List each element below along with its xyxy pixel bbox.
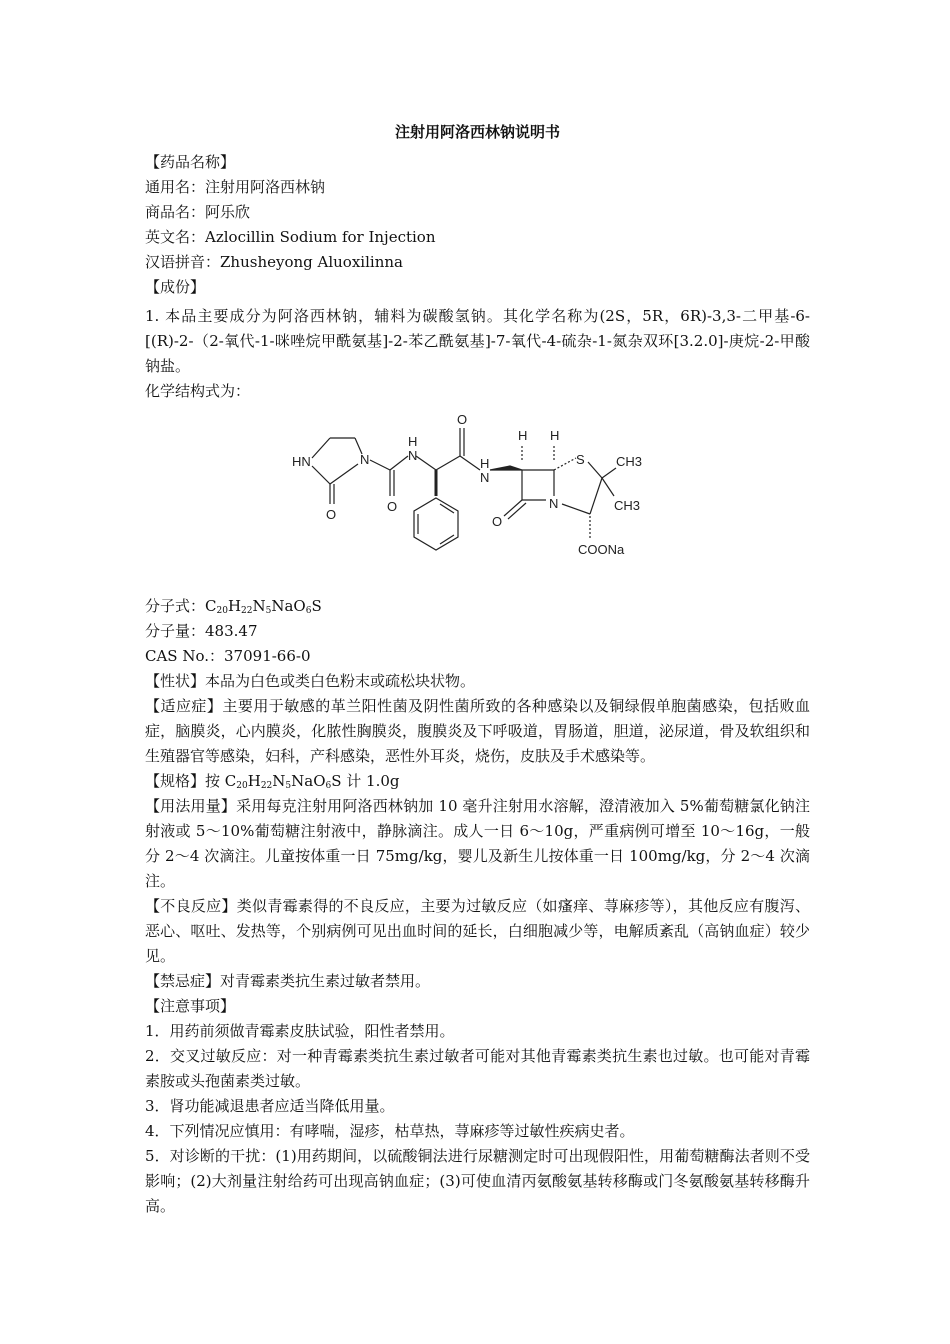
atom-label: N <box>549 496 559 511</box>
adverse-reactions: 【不良反应】类似青霉素得的不良反应，主要为过敏反应（如瘙痒、荨麻疹等），其他反应有腹泻、恶心、呕吐、发热等，个别病例可见出血时间的延长，白细胞减少等，电解质紊乱（高钠血症）较少见。 <box>145 897 810 965</box>
bond <box>562 504 590 514</box>
atom-label: CH3 <box>614 498 641 513</box>
atom-label: N <box>480 470 490 485</box>
bond <box>460 456 480 470</box>
bond <box>440 504 454 513</box>
specification: 【规格】按 $C_{20}H_{22}N_5NaO_6S$ 计 1.0g <box>145 772 400 791</box>
pinyin-name: 汉语拼音：Zhusheyong Aluoxilinna <box>145 253 403 271</box>
precaution-item: 4．下列情况应慎用：有哮喘，湿疹，枯草热，荨麻疹等过敏性疾病史者。 <box>145 1122 635 1140</box>
bond <box>390 456 408 470</box>
atom-label: H <box>518 428 528 443</box>
trade-name: 商品名：阿乐欣 <box>145 203 251 221</box>
atom-label: H <box>408 434 418 449</box>
molecular-formula: 分子式：$C_{20}H_{22}N_5NaO_6S$ <box>145 597 322 616</box>
bond <box>370 460 390 470</box>
indications: 【适应症】主要用于敏感的革兰阳性菌及阴性菌所致的各种感染以及铜绿假单胞菌感染，包括败血症，脑膜炎，心内膜炎，化脓性胸膜炎，腹膜炎及下呼吸道，胃肠道，胆道，泌尿道，骨及软组织和生殖器官等感染，妇科，产科感染，恶性外耳炎，烧伤，皮肤及手术感染等。 <box>145 697 810 765</box>
bond <box>312 438 330 458</box>
properties: 【性状】本品为白色或类白色粉末或疏松块状物。 <box>145 672 476 690</box>
bond <box>312 466 330 484</box>
atom-label: O <box>387 499 398 514</box>
document-title: 注射用阿洛西林钠说明书 <box>394 123 560 141</box>
atom-label: O <box>326 507 337 522</box>
dosage: 【用法用量】采用每克注射用阿洛西林钠加 10 毫升注射用水溶解，澄清液加入 5%葡萄糖氯化钠注射液或 5～10%葡萄糖注射液中，静脉滴注。成人一日 6～10g，严重病例可增至 10～16g，一般分 2～4 次滴注。儿童按体重一日 75mg/kg，婴儿及新生儿按体重一日 100mg/kg，分 2～4 次滴注。 <box>145 797 810 890</box>
bond <box>330 464 358 484</box>
precaution-item: 3．肾功能减退患者应适当降低用量。 <box>145 1097 395 1115</box>
bond <box>590 478 602 514</box>
precautions-header: 【注意事项】 <box>145 997 236 1015</box>
cas-number: CAS No.：37091-66-0 <box>145 647 311 665</box>
precaution-item: 2．交叉过敏反应：对一种青霉素类抗生素过敏者可能对其他青霉素类抗生素也过敏。也可能对青霉素胺或头孢菌素类过敏。 <box>145 1047 810 1090</box>
precaution-item: 5．对诊断的干扰：(1)用药期间，以硫酸铜法进行尿糖测定时可出现假阳性，用葡萄糖酶法者则不受影响；(2)大剂量注射给药可出现高钠血症；(3)可使血清丙氨酸氨基转移酶或门冬氨酸氨基转移酶升高。 <box>145 1147 810 1215</box>
composition-text: 1. 本品主要成分为阿洛西林钠，辅料为碳酸氢钠。其化学名称为(2S，5R，6R)-3,3-二甲基-6-[(R)-2-（2-氧代-1-咪唑烷甲酰氨基]-2-苯乙酰氨基]-7-氧代-4-硫杂-1-氮杂双环[3.2.0]-庚烷-2-甲酸钠盐。 <box>145 307 810 375</box>
atom-label: O <box>457 412 468 427</box>
bond <box>440 535 454 544</box>
document-page <box>145 120 810 1219</box>
composition-header: 【成份】 <box>145 278 206 296</box>
bond <box>416 456 436 470</box>
atom-label: N <box>408 448 418 463</box>
drug-name-header: 【药品名称】 <box>145 153 236 171</box>
structure-label: 化学结构式为： <box>145 382 251 400</box>
atom-label: HN <box>292 454 311 469</box>
atom-label: H <box>480 456 490 471</box>
bond <box>554 458 576 470</box>
chemical-structure <box>145 404 810 594</box>
bond <box>602 468 616 478</box>
generic-name: 通用名：注射用阿洛西林钠 <box>145 178 326 196</box>
bond <box>588 462 602 478</box>
benzene-ring <box>414 498 458 550</box>
atom-label: S <box>576 452 585 467</box>
bond <box>602 478 614 496</box>
molecular-weight: 分子量：483.47 <box>145 622 258 640</box>
precaution-item: 1．用药前须做青霉素皮肤试验，阳性者禁用。 <box>145 1022 455 1040</box>
english-name: 英文名：Azlocillin Sodium for Injection <box>145 228 436 246</box>
wedge-bond <box>490 466 522 470</box>
atom-label: H <box>550 428 560 443</box>
bond <box>504 500 522 516</box>
bond <box>436 456 460 470</box>
atom-label: O <box>492 514 503 529</box>
contraindications: 【禁忌症】对青霉素类抗生素过敏者禁用。 <box>145 972 431 990</box>
bond <box>508 503 526 519</box>
atom-label: COONa <box>578 542 625 557</box>
atom-label: CH3 <box>616 454 643 469</box>
atom-label: N <box>360 452 370 467</box>
